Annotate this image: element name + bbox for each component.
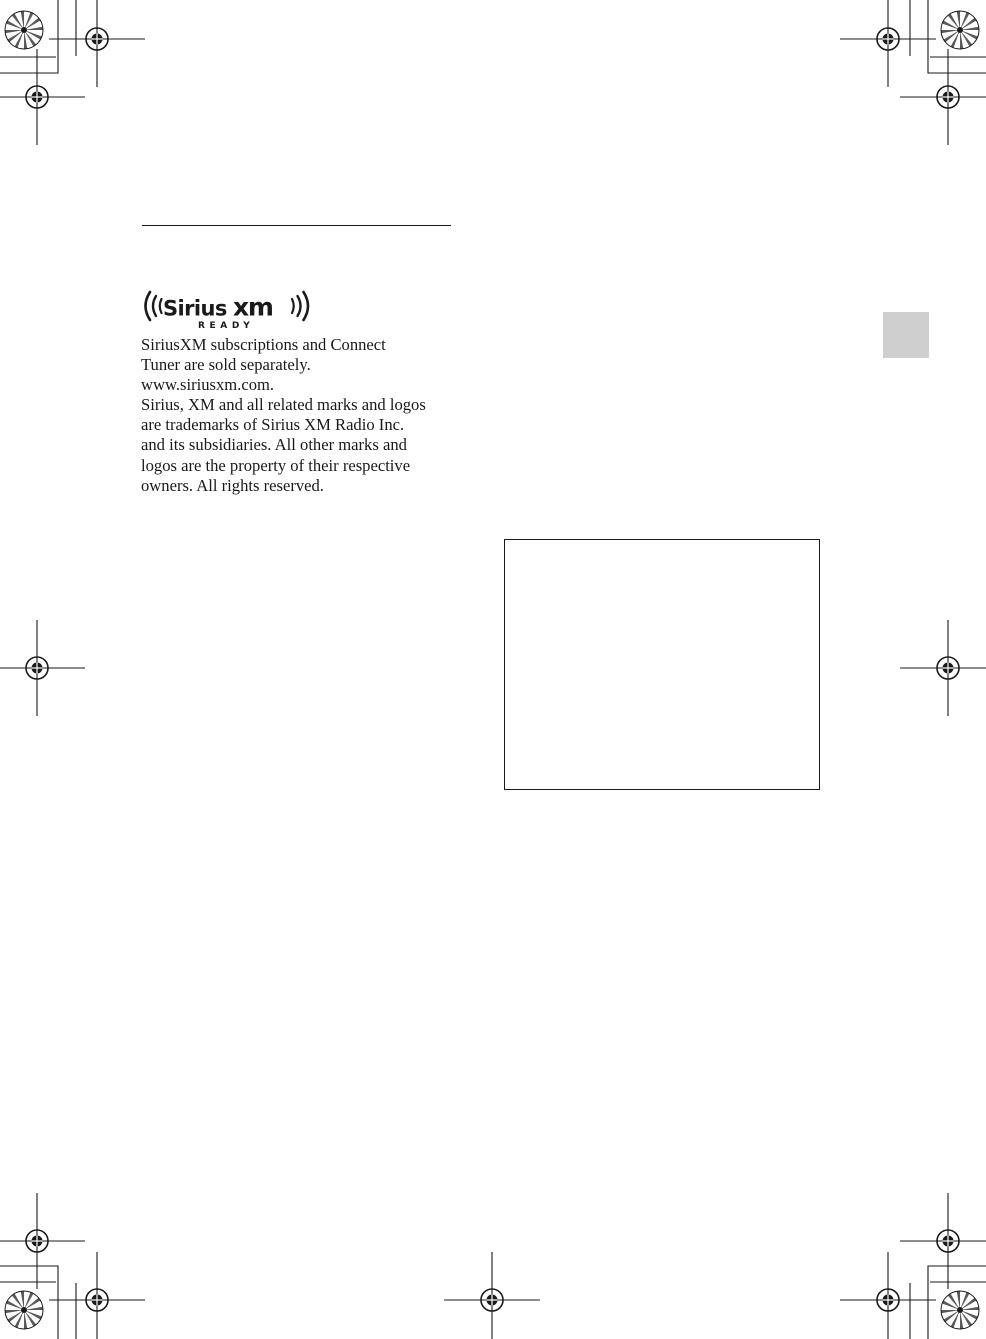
color-wheel-icon <box>5 1291 43 1329</box>
registration-mark-icon <box>0 620 85 716</box>
registration-mark-icon <box>840 1252 936 1339</box>
registration-mark-icon <box>900 620 986 716</box>
notice-line: www.siriusxm.com. <box>141 375 275 395</box>
registration-mark-icon <box>49 1252 145 1339</box>
color-wheel-icon <box>5 11 43 49</box>
logo-tagline: READY <box>198 321 255 331</box>
notice-line: SiriusXM subscriptions and Connect <box>141 335 386 354</box>
siriusxm-notice-paragraph <box>141 335 461 496</box>
registration-mark-icon <box>0 1193 85 1289</box>
registration-mark-icon <box>840 0 936 87</box>
logo-wordmark-sirius: Sirius <box>163 296 227 321</box>
notice-line: and its subsidiaries. All other marks and <box>141 435 407 455</box>
logo-wordmark-xm: XM <box>233 292 273 322</box>
siriusxm-ready-logo <box>138 286 314 332</box>
notice-line: Sirius, XM and all related marks and logos <box>141 395 426 415</box>
section-rule <box>142 225 451 226</box>
notice-line: are trademarks of Sirius XM Radio Inc. <box>141 415 405 435</box>
color-wheel-icon <box>941 11 979 49</box>
registration-mark-icon <box>0 49 85 145</box>
chapter-tab-marker <box>883 312 929 358</box>
registration-mark-icon <box>900 49 986 145</box>
notice-line: owners. All rights reserved. <box>141 475 324 495</box>
registration-mark-icon <box>49 0 145 87</box>
notice-line: logos are the property of their respective <box>141 455 411 475</box>
notice-line: Tuner are sold separately. <box>141 355 311 375</box>
color-wheel-icon <box>941 1291 979 1329</box>
registration-mark-icon <box>444 1252 540 1339</box>
registration-mark-icon <box>900 1193 986 1289</box>
signal-waves-left-icon <box>146 292 162 320</box>
empty-framed-box <box>504 539 820 790</box>
signal-waves-right-icon <box>292 292 308 320</box>
